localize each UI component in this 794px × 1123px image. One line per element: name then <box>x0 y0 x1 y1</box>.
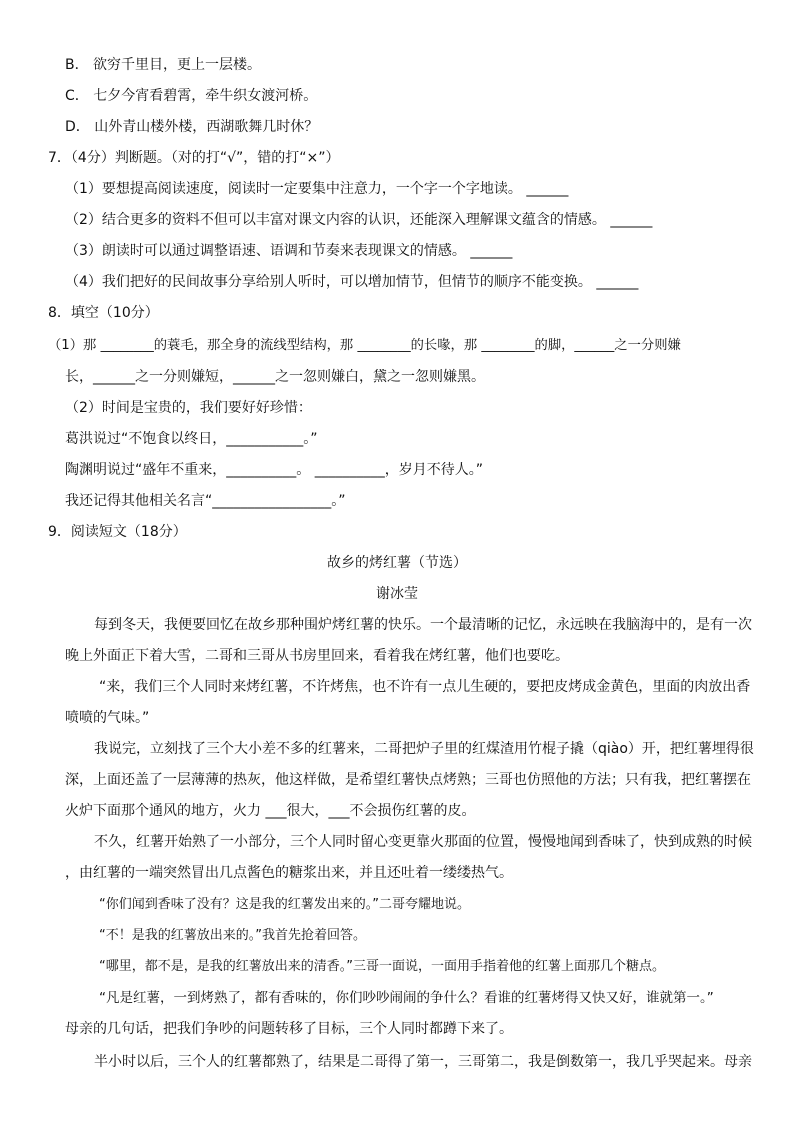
passage-line: 半小时以后，三个人的红薯都熟了，结果是二哥得了第一，三哥第二，我是倒数第一，我几乎哭起来。母亲 <box>94 1054 752 1070</box>
question-7-item-2: （2）结合更多的资料不但可以丰富对课文内容的认识，还能深入理解课文蕴含的情感。 ______ <box>65 212 653 228</box>
passage-line: “哪里，都不是，是我的红薯放出来的清香。”三哥一面说，一面用手指着他的红薯上面那几个糖点。 <box>99 959 665 974</box>
passage-line: “凡是红薯，一到烤熟了，都有香味的，你们吵吵闹闹的争什么？看谁的红薯烤得又快又好，谁就第一。” <box>99 990 714 1006</box>
question-7-header: 7．（4分）判断题。（对的打“√”，错的打“×”） <box>48 150 340 166</box>
question-8-part2-header: （2）时间是宝贵的，我们要好好珍惜： <box>65 400 312 416</box>
question-7-item-4: （4）我们把好的民间故事分享给别人听时，可以增加情节，但情节的顺序不能变换。 ______ <box>65 274 639 290</box>
passage-line: “不！是我的红薯放出来的。”我首先抢着回答。 <box>99 928 366 943</box>
passage-line: 火炉下面那个通风的地方，火力 ___很大，___不会损伤红薯的皮。 <box>65 803 476 819</box>
passage-line: “你们闻到香味了没有？这是我的红薯发出来的。”二哥夸耀地说。 <box>99 897 470 912</box>
passage-line: 深，上面还盖了一层薄薄的热灰，他这样做，是希望红薯快点烤熟；三哥也仿照他的方法；只有我，把红薯摆在 <box>65 772 751 788</box>
question-8-part2-line2: 陶渊明说过“盛年不重来，__________。 __________，岁月不待人。” <box>65 462 483 478</box>
passage-line: 喷喷的气味。” <box>65 710 150 726</box>
passage-line: “来，我们三个人同时来烤红薯，不许烤焦，也不许有一点儿生硬的，要把皮烤成金黄色，里面的肉放出香 <box>99 679 751 695</box>
question-9-header: 9．阅读短文（18分） <box>48 524 187 540</box>
passage-line: ，由红薯的一端突然冒出几点酱色的糖浆出来，并且还吐着一缕缕热气。 <box>65 865 513 881</box>
option-b: B． 欲穷千里目，更上一层楼。 <box>65 57 262 73</box>
question-8-header: 8．填空（10分） <box>48 305 159 321</box>
question-8-part1-line1: （1）那 ________的蓑毛，那全身的流线型结构，那 ________的长喙，那 ________的脚，______之一分则嫌 <box>48 338 681 353</box>
question-8-part2-line1: 葛洪说过“不饱食以终日，___________。” <box>65 431 318 447</box>
question-7-item-3: （3）朗读时可以通过调整语速、语调和节奏来表现课文的情感。 ______ <box>65 243 513 259</box>
passage-line: 不久，红薯开始熟了一小部分，三个人同时留心变更靠火那面的位置，慢慢地闻到香味了，快到成熟的时候 <box>94 834 752 850</box>
passage-line: 每到冬天，我便要回忆在故乡那种围炉烤红薯的快乐。一个最清晰的记忆，永远映在我脑海中的，是有一次 <box>94 617 752 633</box>
option-d: D． 山外青山楼外楼，西湖歌舞几时休？ <box>65 119 319 135</box>
option-c: C． 七夕今宵看碧霄，牵牛织女渡河桥。 <box>65 88 318 104</box>
question-7-item-1: （1）要想提高阅读速度，阅读时一定要集中注意力，一个字一个字地读。 ______ <box>65 181 569 197</box>
passage-title: 故乡的烤红薯（节选） <box>327 555 467 571</box>
question-8-part2-line3: 我还记得其他相关名言“_________________。” <box>65 493 346 509</box>
passage-line: 晚上外面正下着大雪，二哥和三哥从书房里回来，看着我在烤红薯，他们也要吃。 <box>65 648 569 664</box>
passage-author: 谢冰莹 <box>376 586 418 602</box>
question-8-part1-line2: 长，______之一分则嫌短，______之一忽则嫌白，黛之一忽则嫌黑。 <box>65 369 485 385</box>
passage-line: 我说完，立刻找了三个大小差不多的红薯来，二哥把炉子里的红煤渣用竹棍子撬（qiào）开，把红薯埋得很 <box>94 741 754 757</box>
passage-line: 母亲的几句话，把我们争吵的问题转移了目标，三个人同时都蹲下来了。 <box>65 1021 513 1037</box>
